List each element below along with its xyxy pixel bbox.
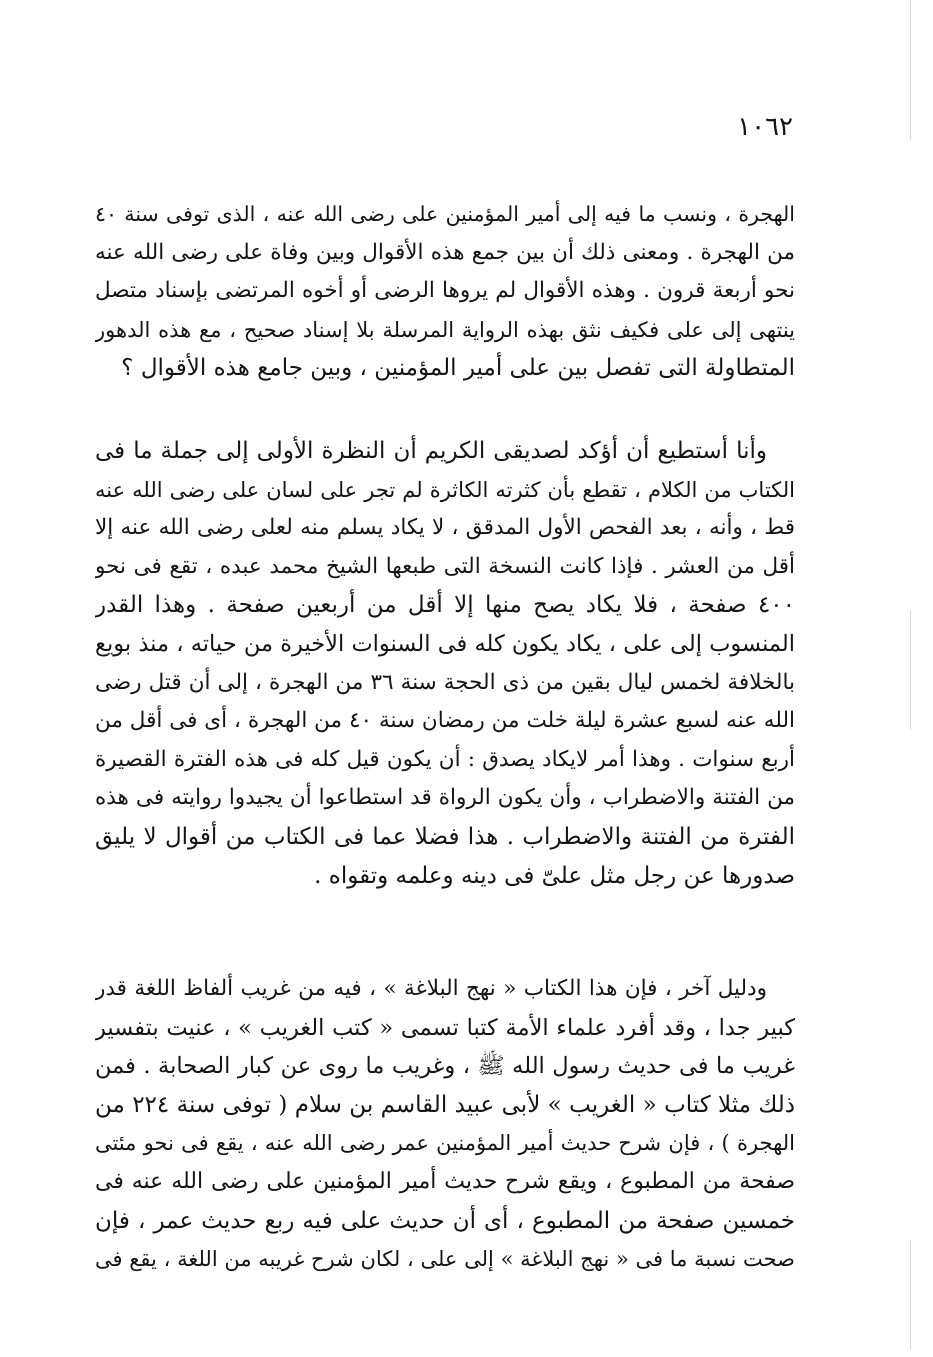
text-line: صحت نسبة ما فى « نهج البلاغة » إلى على ، لكان شرح غريبه من اللغة ، يقع فى [95, 1247, 795, 1272]
text-line: وأنا أستطيع أن أؤكد لصديقى الكريم أن النظرة الأولى إلى جملة ما فى [95, 438, 767, 464]
scan-edge-mark [910, 610, 911, 730]
text-line: الهجرة ) ، فإن شرح حديث أمير المؤمنين عمر رضى الله عنه ، يقع فى نحو مئتى [95, 1131, 795, 1156]
text-line: المنسوب إلى على ، يكاد يكون كله فى السنوات الأخيرة من حياته ، منذ بويع [95, 630, 795, 657]
scan-edge-mark [910, 0, 911, 140]
text-line: غريب ما فى حديث رسول الله ﷺ ، وغريب ما روى عن كبار الصحابة . فمن [95, 1053, 795, 1080]
text-line: أقل من العشر . فإذا كانت النسخة التى طبعها الشيخ محمد عبده ، تقع فى نحو [95, 553, 795, 579]
text-line: صفحة من المطبوع ، ويقع شرح حديث أمير المؤمنين على رضى الله عنه فى [95, 1168, 795, 1194]
text-line: ودليل آخر ، فإن هذا الكتاب « نهج البلاغة » ، فيه من غريب ألفاظ اللغة قدر [95, 976, 767, 1001]
text-line: قط ، وأنه ، بعد الفحص الأول المدقق ، لا يكاد يسلم منه لعلى رضى الله عنه إلا [95, 515, 795, 541]
text-line: ينتهى إلى على فكيف نثق بهذه الرواية المرسلة بلا إسناد صحيح ، مع هذه الدهور [95, 317, 795, 342]
paragraph-2 [95, 432, 795, 895]
text-line: نحو أربعة قرون . وهذه الأقوال لم يروها الرضى أو أخوه المرتضى بإسناد متصل [95, 278, 795, 304]
text-line: صدورها عن رجل مثل علىّ فى دينه وعلمه وتقواه . [314, 862, 795, 889]
text-line: كبير جدا ، وقد أفرد علماء الأمة كتبا تسمى « كتب الغريب » ، عنيت بتفسير [95, 1014, 795, 1041]
paragraph-1 [95, 195, 795, 388]
text-line: خمسين صفحة من المطبوع ، أى أن حديث على فيه ربع حديث عمر ، فإن [95, 1207, 795, 1234]
text-line: ذلك مثلا كتاب « الغريب » لأبى عبيد القاسم بن سلام ( توفى سنة ٢٢٤ من [95, 1091, 795, 1118]
text-line: الله عنه لسبع عشرة ليلة خلت من رمضان سنة ٤٠ من الهجرة ، أى فى أقل من [95, 708, 795, 734]
text-line: ٤٠٠ صفحة ، فلا يكاد يصح منها إلا أقل من أربعين صفحة . وهذا القدر [95, 592, 795, 619]
page-number: ١٠٦٢ [737, 112, 793, 142]
text-line: أربع سنوات . وهذا أمر لايكاد يصدق : أن يكون قيل كله فى هذه الفترة القصيرة [95, 746, 795, 772]
paragraph-3 [95, 970, 795, 1279]
scan-edge-mark [910, 1240, 911, 1350]
text-line: الكتاب من الكلام ، تقطع بأن كثرته الكاثرة لم تجر على لسان على رضى الله عنه [95, 477, 795, 502]
text-line: من الفتنة والاضطراب ، وأن يكون الرواة قد استطاعوا أن يجيدوا روايته فى هذه [95, 785, 795, 811]
text-line: المتطاولة التى تفصل بين على أمير المؤمنين ، وبين جامع هذه الأقوال ؟ [121, 355, 795, 382]
text-line: من الهجرة . ومعنى ذلك أن بين جمع هذه الأقوال وبين وفاة على رضى الله عنه [95, 239, 795, 265]
text-line: بالخلافة لخمس ليال بقين من ذى الحجة سنة ٣٦ من الهجرة ، إلى أن قتل رضى [95, 669, 795, 695]
text-line: الهجرة ، ونسب ما فيه إلى أمير المؤمنين على رضى الله عنه ، الذى توفى سنة ٤٠ [95, 202, 795, 226]
text-line: الفترة من الفتنة والاضطراب . هذا فضلا عما فى الكتاب من أقوال لا يليق [95, 823, 795, 850]
